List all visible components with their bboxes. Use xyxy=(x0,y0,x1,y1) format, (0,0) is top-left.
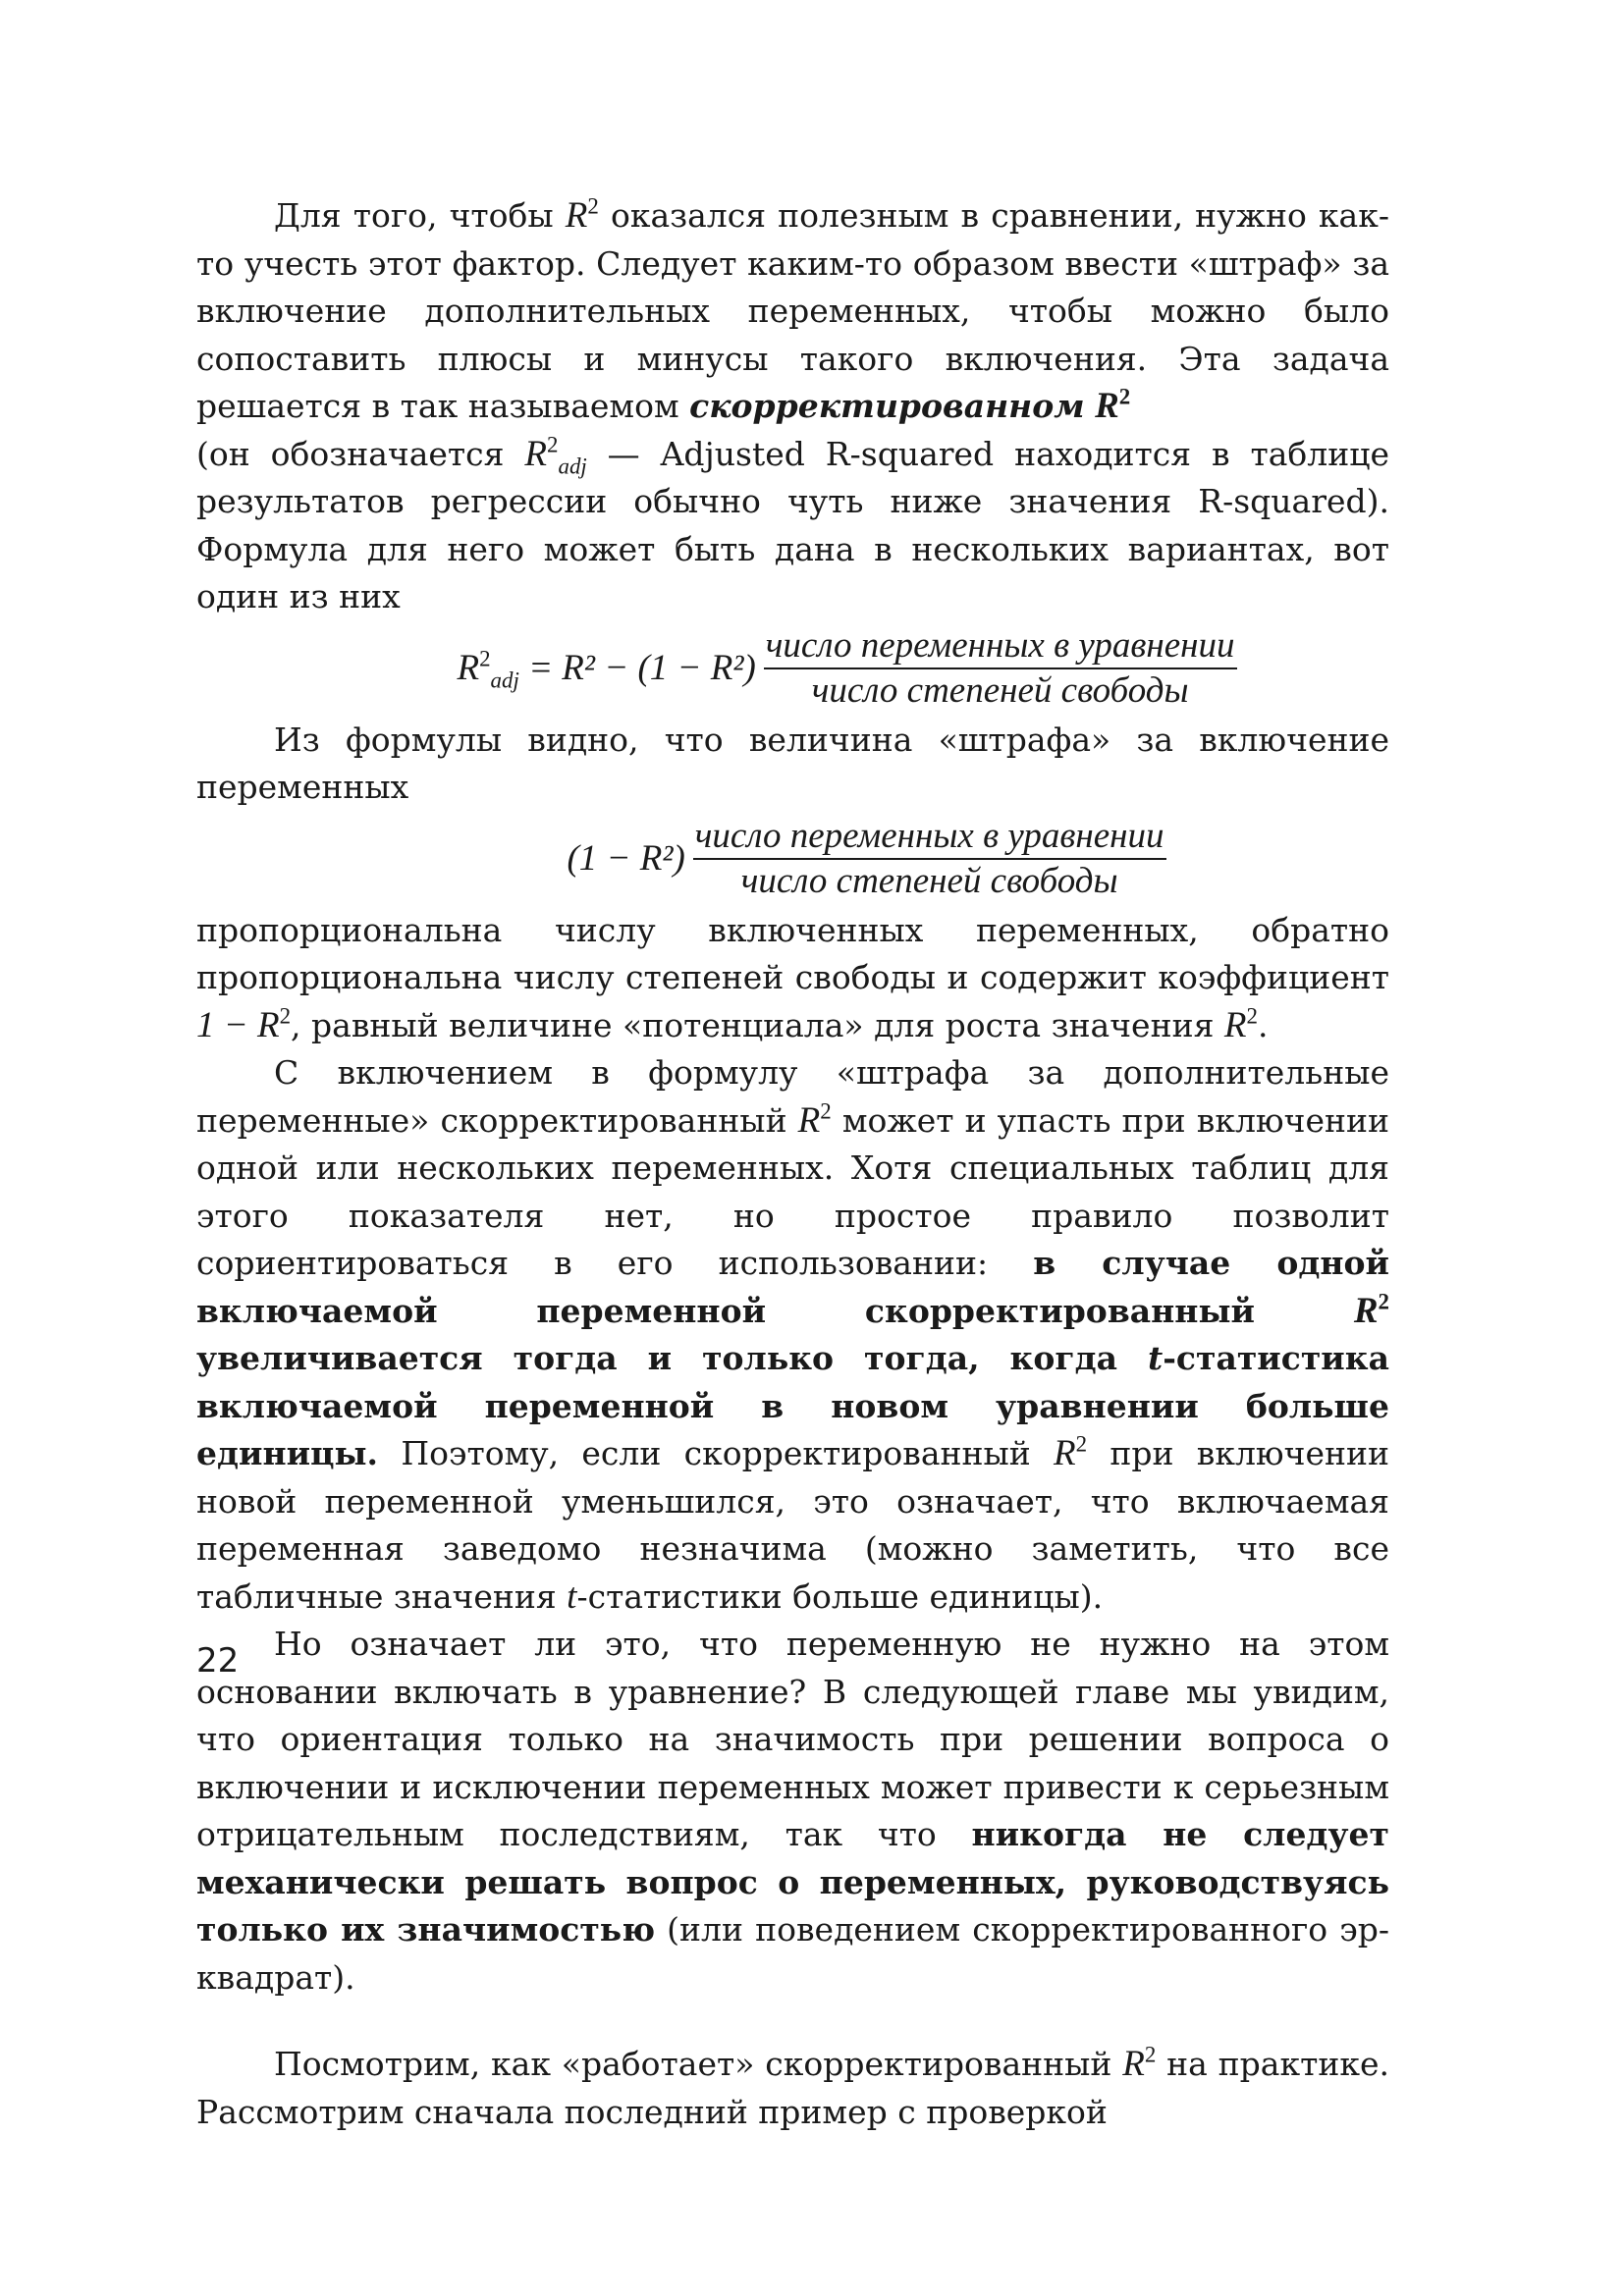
formula-lhs: = R² − (1 − R²) xyxy=(518,647,756,688)
math-t: t xyxy=(567,1575,577,1617)
formula-adjusted-r2 xyxy=(196,621,1389,717)
math-r-squared: $R^2$ xyxy=(565,193,599,236)
math-r-adj: $R^2_{adj}$ xyxy=(524,432,587,478)
fraction-denominator: число степеней свободы xyxy=(811,670,1189,711)
text-column xyxy=(196,192,1389,2136)
page-number: 22 xyxy=(196,1641,240,1681)
paragraph-6: Посмотрим, как «работает» скорректированный $R^2$ на практике. Рассмотрим сначала последний пример с проверкой xyxy=(196,2042,1389,2131)
paragraph-4: С включением в формулу «штрафа за дополнительные переменные» скорректированный $R^2$ может и упасть при включении одной или нескольких переменных. Хотя специальных таблиц для этого показателя нет, но простое правило позволит сориентироваться в его использовании: в случае одной включаемой переменной скорректированный $R^2$ увеличивается тогда и только тогда, когда t-статистика включаемой переменной в новом уравнении больше единицы. Поэтому, если скорректированный $R^2$ при включении новой переменной уменьшился, это означает, что включаемая переменная заведомо незначима (можно заметить, что все табличные значения t-статистики больше единицы). xyxy=(196,1053,1389,1617)
formula-lhs-r-adj: $R^2_{adj}$ xyxy=(457,646,519,693)
fraction-denominator: число степеней свободы xyxy=(740,861,1118,901)
text: оказался полезным в сравнении, нужно как-то учесть этот фактор. Следует каким-то образом ввести «штраф» за включение дополнительных переменных, чтобы можно было сопоставить плюсы и минусы такого включения. Эта задача решается в так называемом xyxy=(196,196,1389,425)
formula-fraction xyxy=(764,624,1237,713)
math-r-squared: $R^2$ xyxy=(1223,1003,1258,1045)
bold-warning: никогда не следует механически решать вопрос о переменных, руководствуясь только их значимостью xyxy=(196,1815,1389,1949)
bold-rule: в случае одной включаемой переменной скорректированный $R^2$ увеличивается тогда и только тогда, когда t-статистика включаемой переменной в новом уравнении больше единицы. xyxy=(196,1244,1389,1472)
math-r-squared: $R^2$ xyxy=(797,1098,832,1141)
formula-fraction xyxy=(693,815,1166,903)
math-r-squared: $R^2$ xyxy=(1054,1431,1088,1473)
paragraph-1 xyxy=(196,192,1389,621)
math-r-squared: $R^2$ xyxy=(1122,2042,1157,2084)
paragraph-5: Но означает ли это, что переменную не нужно на этом основании включать в уравнение? В следующей главе мы увидим, что ориентация только на значимость при решении вопроса о включении и исключении переменных может привести к серьезным отрицательным последствиям, так что никогда не следует механически решать вопрос о переменных, руководствуясь только их значимостью (или поведением скорректированного эр-квадрат). xyxy=(196,1625,1390,1997)
text: — Adjusted R-squared находится в таблице результатов регрессии обычно чуть ниже значения R-squared). Формула для него может быть дана в нескольких вариантах, вот один из них xyxy=(196,434,1389,615)
text: (он обозначается xyxy=(196,434,525,473)
fraction-numerator: число переменных в уравнении xyxy=(764,624,1237,669)
formula-penalty xyxy=(196,812,1389,907)
text: Для того, чтобы xyxy=(274,196,566,235)
fraction-numerator: число переменных в уравнении xyxy=(693,815,1166,860)
formula-lhs: (1 − R²) xyxy=(567,837,685,879)
math-r-squared-bold: $R^2$ xyxy=(1095,384,1131,426)
paragraph-2: Из формулы видно, что величина «штрафа» за включение переменных xyxy=(196,720,1389,806)
paragraph-3: пропорциональна числу включенных переменных, обратно пропорциональна числу степеней свободы и содержит коэффициент $1 - R^2$, равный величине «потенциала» для роста значения $R^2$. xyxy=(196,910,1389,1045)
math-one-minus-r2: $1 - R^2$ xyxy=(196,1003,292,1045)
bold-term: скорректированном xyxy=(689,387,1085,425)
